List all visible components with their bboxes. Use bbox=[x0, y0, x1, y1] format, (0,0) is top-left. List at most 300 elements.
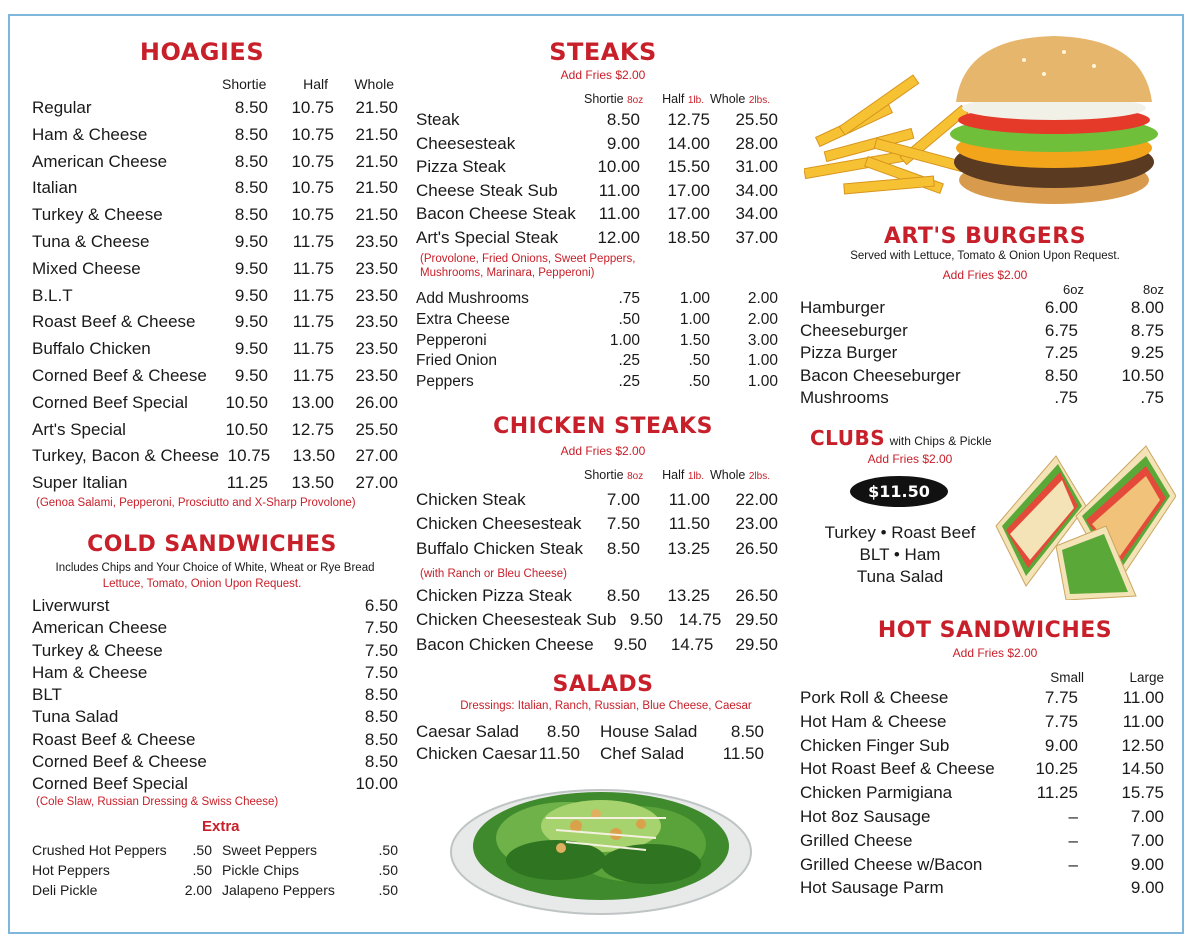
item-name: Jalapeno Peppers bbox=[222, 882, 335, 898]
burger-fries-image bbox=[804, 30, 1164, 220]
header-whole: Whole bbox=[354, 76, 394, 92]
item-price-shortie: 12.00 bbox=[597, 227, 640, 247]
item-name: Tuna Salad bbox=[32, 707, 119, 727]
item-name: Chicken Steak bbox=[416, 490, 526, 509]
hoagie-row bbox=[32, 98, 398, 125]
item-price-price: 8.50 bbox=[364, 729, 398, 749]
hot-row bbox=[800, 783, 1164, 807]
item-name: Chicken Cheesesteak bbox=[416, 514, 582, 534]
chicken-sub: Add Fries $2.00 bbox=[560, 444, 646, 458]
header-half: Half bbox=[662, 92, 685, 106]
item-price-price: 7.50 bbox=[364, 640, 398, 660]
addon-row bbox=[416, 290, 778, 311]
item-price-p6: .75 bbox=[1054, 388, 1078, 407]
item-price-p6: 8.50 bbox=[1044, 365, 1078, 385]
cold-list bbox=[32, 596, 398, 797]
addon-row bbox=[416, 311, 778, 332]
cold-row bbox=[32, 641, 398, 663]
item-name: Regular bbox=[32, 98, 92, 117]
item-price-whole: 21.50 bbox=[355, 178, 398, 198]
item-name: Cheeseburger bbox=[800, 320, 908, 340]
item-price-half: 14.75 bbox=[670, 634, 714, 654]
item-name: Italian bbox=[32, 178, 78, 198]
header-half: Half bbox=[303, 76, 328, 92]
item-name: Pizza Burger bbox=[800, 343, 898, 362]
item-price-shortie: 8.50 bbox=[234, 205, 268, 225]
item-price-half: 10.75 bbox=[291, 151, 334, 171]
salad-name: Caesar Salad bbox=[416, 722, 520, 741]
item-price-large: 15.75 bbox=[1121, 783, 1164, 803]
chicken-row bbox=[416, 490, 778, 514]
item-price-whole: 21.50 bbox=[355, 151, 398, 171]
item-price-half: 13.50 bbox=[291, 473, 334, 493]
item-price-half: 10.75 bbox=[291, 178, 334, 198]
item-price-half: 17.00 bbox=[667, 204, 710, 223]
steak-row bbox=[416, 181, 778, 205]
item-price-half: 10.75 bbox=[291, 205, 334, 225]
steak-row bbox=[416, 228, 778, 252]
hot-row bbox=[800, 688, 1164, 712]
cold-sub2: Lettuce, Tomato, Onion Upon Request. bbox=[102, 578, 302, 590]
item-name: Deli Pickle bbox=[32, 882, 98, 898]
item-price-whole: 23.50 bbox=[355, 339, 398, 359]
steaks-title: STEAKS bbox=[549, 38, 657, 66]
header-8oz: 8oz bbox=[627, 95, 644, 106]
item-price-small: – bbox=[1068, 854, 1078, 874]
cold-row bbox=[32, 707, 398, 729]
item-price-half: 11.00 bbox=[668, 490, 710, 509]
item-price-shortie: 8.50 bbox=[606, 110, 640, 129]
steaks-addons-list bbox=[416, 290, 778, 394]
salad-price: 11.50 bbox=[722, 744, 764, 763]
item-name: Hot Ham & Cheese bbox=[800, 711, 947, 731]
clubs-title: CLUBS bbox=[810, 426, 886, 450]
item-price-large: 7.00 bbox=[1130, 830, 1164, 850]
hoagie-row bbox=[32, 286, 398, 313]
item-name: Super Italian bbox=[32, 473, 128, 493]
salad-price: 8.50 bbox=[730, 722, 764, 741]
item-price-half: 11.75 bbox=[292, 258, 334, 278]
item-name: Pickle Chips bbox=[222, 862, 300, 878]
item-price-half: 18.50 bbox=[667, 227, 710, 247]
extra-row bbox=[32, 842, 212, 862]
item-price-whole: 3.00 bbox=[747, 331, 778, 349]
item-price-p8: .75 bbox=[1140, 388, 1164, 407]
chicken-row bbox=[416, 586, 778, 610]
item-name: Grilled Cheese bbox=[800, 830, 913, 850]
item-price-shortie: 9.00 bbox=[606, 133, 640, 153]
item-price-half: 1.50 bbox=[679, 331, 710, 349]
clubs-line-1: Turkey • Roast Beef bbox=[824, 523, 976, 542]
salads-title: SALADS bbox=[552, 672, 654, 697]
burger-row bbox=[800, 366, 1164, 389]
item-name: Fried Onion bbox=[416, 352, 497, 370]
item-price-half: 14.00 bbox=[667, 133, 710, 153]
salad-row bbox=[416, 744, 778, 766]
item-name: Chicken Pizza Steak bbox=[416, 586, 572, 605]
item-name: Add Mushrooms bbox=[416, 290, 529, 307]
header-shortie: Shortie bbox=[222, 76, 267, 92]
hoagie-row bbox=[32, 366, 398, 393]
cold-sub1: Includes Chips and Your Choice of White, Wheat or Rye Bread bbox=[55, 562, 375, 574]
cold-row bbox=[32, 752, 398, 774]
item-price-whole: 26.00 bbox=[355, 392, 398, 412]
steak-row bbox=[416, 134, 778, 158]
hoagies-title: HOAGIES bbox=[139, 38, 265, 66]
extras-left bbox=[32, 842, 212, 902]
item-price-half: 11.75 bbox=[292, 339, 334, 359]
burger-row bbox=[800, 388, 1164, 411]
burger-row bbox=[800, 321, 1164, 344]
item-price-shortie: 11.00 bbox=[598, 180, 640, 200]
chicken-list-2 bbox=[416, 586, 778, 659]
extra-row bbox=[32, 862, 212, 882]
item-price-whole: 27.00 bbox=[355, 473, 398, 493]
caesar-salad-image bbox=[446, 768, 756, 918]
steaks-list bbox=[416, 110, 778, 251]
header-small: Small bbox=[1050, 670, 1084, 685]
item-name: Buffalo Chicken bbox=[32, 339, 151, 359]
header-6oz: 6oz bbox=[1063, 282, 1084, 297]
item-price-price: .50 bbox=[378, 842, 398, 858]
salad-name: House Salad bbox=[600, 722, 698, 741]
hoagies-header bbox=[222, 76, 398, 92]
item-price-whole: 23.50 bbox=[355, 231, 398, 251]
item-price-shortie: .50 bbox=[618, 310, 640, 328]
item-price-whole: 21.50 bbox=[355, 205, 398, 225]
item-price-shortie: .25 bbox=[618, 373, 640, 391]
hoagie-row bbox=[32, 152, 398, 179]
addon-row bbox=[416, 352, 778, 373]
item-price-half: 15.50 bbox=[667, 157, 710, 176]
extras-right bbox=[222, 842, 398, 902]
item-price-shortie: 8.50 bbox=[234, 151, 268, 171]
club-sandwich-image bbox=[986, 436, 1176, 600]
extra-row bbox=[222, 862, 398, 882]
cold-row bbox=[32, 663, 398, 685]
chicken-list bbox=[416, 490, 778, 563]
salad-price: 8.50 bbox=[546, 722, 580, 741]
item-price-small: 9.00 bbox=[1044, 735, 1078, 755]
item-price-price: .50 bbox=[378, 882, 398, 898]
hoagie-row bbox=[32, 446, 398, 473]
item-price-large: 9.00 bbox=[1130, 854, 1164, 874]
item-price-half: 13.50 bbox=[292, 446, 336, 466]
item-name: Pepperoni bbox=[416, 331, 487, 349]
item-price-shortie: 8.50 bbox=[606, 586, 640, 605]
item-price-whole: 31.00 bbox=[735, 157, 778, 176]
item-price-half: 17.00 bbox=[667, 180, 710, 200]
item-price-whole: 25.50 bbox=[735, 110, 778, 129]
item-price-shortie: 9.50 bbox=[629, 610, 663, 630]
hot-row bbox=[800, 855, 1164, 879]
item-price-shortie: 9.50 bbox=[234, 365, 268, 385]
steak-row bbox=[416, 204, 778, 228]
steak-row bbox=[416, 110, 778, 134]
item-name: Corned Beef & Cheese bbox=[32, 365, 207, 385]
hot-header bbox=[1024, 670, 1164, 685]
cold-title: COLD SANDWICHES bbox=[87, 532, 337, 557]
item-name: Buffalo Chicken Steak bbox=[416, 538, 583, 558]
hot-title: HOT SANDWICHES bbox=[877, 618, 1113, 643]
item-price-half: 1.00 bbox=[679, 290, 710, 307]
item-name: Pork Roll & Cheese bbox=[800, 688, 949, 707]
item-price-half: .50 bbox=[688, 352, 710, 370]
hot-row bbox=[800, 831, 1164, 855]
item-price-whole: 22.00 bbox=[735, 490, 778, 509]
item-price-p8: 10.50 bbox=[1121, 365, 1164, 385]
item-price-large: 14.50 bbox=[1121, 759, 1164, 779]
item-price-whole: 23.00 bbox=[735, 514, 778, 534]
item-name: American Cheese bbox=[32, 618, 168, 638]
hoagie-row bbox=[32, 259, 398, 286]
item-price-price: 6.50 bbox=[364, 596, 398, 615]
item-price-small: – bbox=[1068, 806, 1078, 826]
clubs-list bbox=[800, 522, 1000, 588]
extra-row bbox=[222, 842, 398, 862]
item-name: Chicken Cheesesteak Sub bbox=[416, 610, 617, 630]
item-name: Turkey, Bacon & Cheese bbox=[32, 446, 220, 466]
item-price-half: 14.75 bbox=[678, 610, 722, 630]
item-price-p6: 6.75 bbox=[1044, 320, 1078, 340]
item-price-shortie: 8.50 bbox=[234, 124, 268, 144]
item-price-shortie: 10.00 bbox=[597, 157, 640, 176]
salads-list bbox=[416, 722, 778, 766]
item-price-half: 10.75 bbox=[291, 98, 334, 117]
hoagie-row bbox=[32, 473, 398, 500]
item-price-whole: 21.50 bbox=[355, 98, 398, 117]
item-price-price: .50 bbox=[378, 862, 398, 878]
extra-row bbox=[222, 882, 398, 902]
chicken-row bbox=[416, 539, 778, 563]
hoagie-row bbox=[32, 232, 398, 259]
steaks-header bbox=[584, 92, 784, 106]
item-price-price: 7.50 bbox=[364, 662, 398, 682]
item-price-shortie: 9.50 bbox=[234, 285, 268, 305]
salad-price: 11.50 bbox=[538, 744, 580, 763]
cold-row bbox=[32, 685, 398, 707]
burgers-sub1: Served with Lettuce, Tomato & Onion Upon Request. bbox=[850, 250, 1120, 262]
item-price-whole: 34.00 bbox=[735, 204, 778, 223]
cold-row bbox=[32, 774, 398, 796]
item-name: Sweet Peppers bbox=[222, 842, 317, 858]
item-price-whole: 23.50 bbox=[355, 312, 398, 332]
item-price-half: 11.75 bbox=[292, 231, 334, 251]
item-price-shortie: .75 bbox=[618, 290, 640, 307]
item-price-large: 7.00 bbox=[1130, 806, 1164, 826]
item-price-price: 8.50 bbox=[364, 685, 398, 705]
item-price-half: 13.25 bbox=[667, 538, 710, 558]
extra-row bbox=[32, 882, 212, 902]
item-price-whole: 25.50 bbox=[355, 419, 398, 439]
header-whole: Whole bbox=[709, 92, 746, 106]
item-name: Bacon Cheese Steak bbox=[416, 204, 576, 223]
item-price-whole: 21.50 bbox=[355, 124, 398, 144]
item-price-price: 7.50 bbox=[364, 618, 398, 638]
burger-row bbox=[800, 343, 1164, 366]
addon-row bbox=[416, 332, 778, 353]
item-price-whole: 34.00 bbox=[735, 180, 778, 200]
item-name: Mushrooms bbox=[800, 388, 889, 407]
clubs-sub: Add Fries $2.00 bbox=[867, 452, 953, 466]
hot-list bbox=[800, 688, 1164, 902]
steaks-sub: Add Fries $2.00 bbox=[560, 68, 646, 82]
item-price-small: 7.75 bbox=[1044, 711, 1078, 731]
burgers-title: ART'S BURGERS bbox=[883, 224, 1087, 249]
item-price-shortie: 10.50 bbox=[225, 419, 268, 439]
item-price-shortie: 8.50 bbox=[234, 178, 268, 198]
item-price-whole: 23.50 bbox=[355, 365, 398, 385]
item-name: Tuna & Cheese bbox=[32, 231, 150, 251]
item-price-whole: 2.00 bbox=[747, 290, 778, 307]
item-name: Hot Roast Beef & Cheese bbox=[800, 759, 995, 779]
header-1lb: 1lb. bbox=[687, 95, 704, 106]
salad-name: Chef Salad bbox=[600, 744, 685, 763]
hoagies-list bbox=[32, 98, 398, 500]
item-name: Corned Beef Special bbox=[32, 392, 188, 412]
item-price-half: 11.50 bbox=[668, 514, 710, 534]
item-name: Bacon Cheeseburger bbox=[800, 365, 961, 385]
hoagie-row bbox=[32, 393, 398, 420]
item-price-shortie: 8.50 bbox=[234, 98, 268, 117]
item-name: Pizza Steak bbox=[416, 157, 506, 176]
item-price-half: 13.00 bbox=[291, 392, 334, 412]
clubs-with: with Chips & Pickle bbox=[889, 434, 992, 448]
item-name: Roast Beef & Cheese bbox=[32, 729, 196, 749]
item-name: Corned Beef & Cheese bbox=[32, 752, 207, 772]
item-price-whole: 23.50 bbox=[355, 285, 398, 305]
item-price-shortie: 9.50 bbox=[234, 312, 268, 332]
item-name: Chicken Parmigiana bbox=[800, 783, 953, 803]
item-price-half: 12.75 bbox=[667, 110, 710, 129]
salads-sub: Dressings: Italian, Ranch, Russian, Blue Cheese, Caesar bbox=[460, 700, 752, 712]
cold-row bbox=[32, 618, 398, 640]
item-name: Hot 8oz Sausage bbox=[800, 806, 931, 826]
clubs-heading bbox=[810, 426, 992, 450]
item-price-p6: 7.25 bbox=[1044, 343, 1078, 362]
item-name: Cheesesteak bbox=[416, 133, 516, 153]
item-price-small: 11.25 bbox=[1036, 783, 1078, 803]
item-name: Ham & Cheese bbox=[32, 662, 148, 682]
chicken-note: (with Ranch or Bleu Cheese) bbox=[420, 568, 568, 580]
item-price-whole: 37.00 bbox=[735, 227, 778, 247]
item-price-half: 1.00 bbox=[679, 310, 710, 328]
chicken-row bbox=[416, 635, 778, 659]
clubs-line-2: BLT • Ham bbox=[859, 545, 941, 564]
item-price-p8: 8.75 bbox=[1130, 320, 1164, 340]
item-price-shortie: 11.00 bbox=[598, 204, 640, 223]
item-price-whole: 26.50 bbox=[735, 538, 778, 558]
item-name: Ham & Cheese bbox=[32, 124, 148, 144]
item-name: Mixed Cheese bbox=[32, 258, 141, 278]
item-price-whole: 2.00 bbox=[747, 310, 778, 328]
cold-note: (Cole Slaw, Russian Dressing & Swiss Cheese) bbox=[36, 796, 279, 808]
item-price-shortie: 10.50 bbox=[225, 392, 268, 412]
item-name: Bacon Chicken Cheese bbox=[416, 634, 594, 654]
item-name: Peppers bbox=[416, 373, 474, 391]
chicken-row bbox=[416, 514, 778, 538]
hoagie-row bbox=[32, 178, 398, 205]
item-price-whole: 1.00 bbox=[747, 352, 778, 370]
item-price-large: 9.00 bbox=[1130, 878, 1164, 898]
hot-row bbox=[800, 807, 1164, 831]
header-shortie: Shortie bbox=[584, 92, 624, 106]
hoagie-row bbox=[32, 205, 398, 232]
item-name: Turkey & Cheese bbox=[32, 640, 163, 660]
item-name: Cheese Steak Sub bbox=[416, 180, 558, 200]
steak-row bbox=[416, 157, 778, 181]
item-price-half: 10.75 bbox=[291, 124, 334, 144]
item-name: Hot Peppers bbox=[32, 862, 110, 878]
cold-row bbox=[32, 596, 398, 618]
clubs-line-3: Tuna Salad bbox=[856, 567, 944, 586]
hot-row bbox=[800, 878, 1164, 902]
item-name: Crushed Hot Peppers bbox=[32, 842, 167, 858]
item-price-shortie: 7.50 bbox=[606, 514, 640, 534]
salad-name: Chicken Caesar bbox=[416, 744, 537, 763]
item-price-shortie: 9.50 bbox=[234, 258, 268, 278]
burgers-header bbox=[1030, 282, 1164, 297]
item-price-price: 2.00 bbox=[184, 882, 212, 898]
item-name: BLT bbox=[32, 685, 62, 705]
item-name: Art's Special Steak bbox=[416, 227, 559, 247]
hoagie-row bbox=[32, 125, 398, 152]
burgers-list bbox=[800, 298, 1164, 411]
item-price-small: – bbox=[1068, 830, 1078, 850]
item-price-p6: 6.00 bbox=[1044, 298, 1078, 317]
item-price-half: 11.75 bbox=[292, 312, 334, 332]
item-price-large: 11.00 bbox=[1122, 711, 1164, 731]
header-2lbs: 2lbs. bbox=[748, 95, 770, 106]
burgers-sub2: Add Fries $2.00 bbox=[942, 268, 1028, 282]
item-price-price: 8.50 bbox=[364, 752, 398, 772]
item-price-small: 10.25 bbox=[1035, 759, 1078, 779]
hot-row bbox=[800, 712, 1164, 736]
item-name: Extra Cheese bbox=[416, 310, 510, 328]
item-price-shortie: 8.50 bbox=[606, 538, 640, 558]
item-name: Roast Beef & Cheese bbox=[32, 312, 196, 332]
clubs-price-badge bbox=[844, 476, 954, 507]
item-price-whole: 27.00 bbox=[355, 446, 398, 466]
clubs-price: $11.50 bbox=[850, 476, 948, 507]
header-8oz: 8oz bbox=[1143, 282, 1164, 297]
item-price-whole: 26.50 bbox=[735, 586, 778, 605]
item-price-half: .50 bbox=[688, 373, 710, 391]
item-name: Art's Special bbox=[32, 419, 126, 439]
item-price-price: .50 bbox=[192, 862, 212, 878]
item-price-shortie: 11.25 bbox=[226, 473, 268, 493]
hot-row bbox=[800, 736, 1164, 760]
extra-title: Extra bbox=[202, 818, 240, 835]
hoagie-row bbox=[32, 420, 398, 447]
item-price-half: 13.25 bbox=[667, 586, 710, 605]
hoagie-row bbox=[32, 339, 398, 366]
item-name: Steak bbox=[416, 110, 460, 129]
item-price-whole: 1.00 bbox=[747, 373, 778, 391]
steaks-note: (Provolone, Fried Onions, Sweet Peppers, Mushrooms, Marinara, Pepperoni) bbox=[420, 253, 636, 279]
item-name: Hot Sausage Parm bbox=[800, 878, 944, 898]
hoagie-row bbox=[32, 312, 398, 339]
item-price-shortie: 9.50 bbox=[234, 231, 268, 251]
item-price-whole: 23.50 bbox=[355, 258, 398, 278]
item-price-half: 11.75 bbox=[292, 285, 334, 305]
hoagies-note: (Genoa Salami, Pepperoni, Prosciutto and X-Sharp Provolone) bbox=[36, 497, 356, 509]
burger-row bbox=[800, 298, 1164, 321]
item-price-p8: 9.25 bbox=[1130, 343, 1164, 362]
item-price-shortie: 1.00 bbox=[609, 331, 640, 349]
item-name: Grilled Cheese w/Bacon bbox=[800, 854, 983, 874]
item-name: Turkey & Cheese bbox=[32, 205, 163, 225]
